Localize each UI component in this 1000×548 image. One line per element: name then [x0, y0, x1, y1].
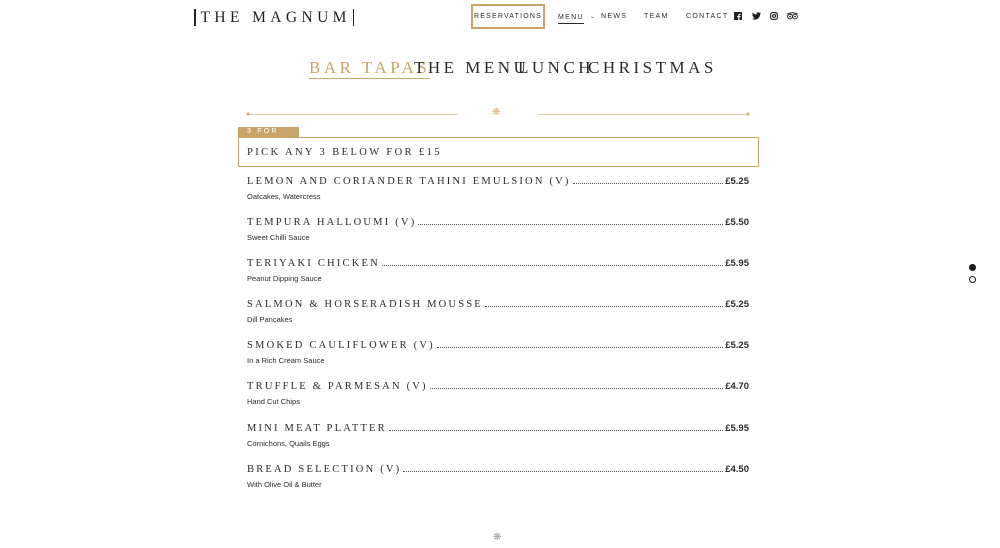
tab-bar-tapas[interactable]: BAR TAPAS	[309, 58, 431, 77]
section-heading-box	[238, 137, 759, 167]
item-description: Oatcakes, Watercress	[247, 192, 321, 201]
dot-leader	[403, 471, 723, 472]
item-description: Peanut Dipping Sauce	[247, 274, 322, 284]
item-name: TRUFFLE & PARMESAN (V)	[247, 381, 428, 393]
tripadvisor-icon[interactable]	[787, 11, 798, 21]
item-price: £5.50	[725, 217, 749, 229]
tab-christmas[interactable]: CHRISTMAS	[588, 58, 717, 77]
item-price: £5.25	[725, 299, 749, 311]
dot-leader	[485, 306, 723, 307]
divider-diamond-right	[746, 112, 750, 116]
menu-item	[247, 299, 749, 340]
ornamental-divider	[246, 107, 750, 120]
divider-line-left	[248, 114, 458, 115]
pager-dot-active[interactable]	[969, 264, 976, 271]
dot-leader	[573, 183, 724, 184]
item-description: With Olive Oil & Butter	[247, 479, 322, 489]
dot-leader	[389, 430, 723, 431]
item-name: LEMON AND CORIANDER TAHINI EMULSION (V)	[247, 176, 571, 187]
pager-dot[interactable]	[969, 276, 976, 283]
section-heading: PICK ANY 3 BELOW FOR £15	[247, 146, 442, 158]
dot-leader	[430, 388, 723, 389]
menu-item	[247, 423, 749, 464]
menu-item	[247, 176, 749, 217]
item-price: £4.70	[725, 381, 749, 393]
menu-item	[247, 381, 749, 422]
instagram-icon[interactable]	[769, 11, 778, 21]
divider-diamond-left	[246, 112, 250, 116]
dot-leader	[382, 265, 723, 266]
item-price: £5.95	[725, 422, 749, 434]
menu-item	[247, 340, 749, 381]
nav-news[interactable]: NEWS	[601, 13, 628, 20]
item-price: £5.95	[725, 258, 749, 270]
item-name: SALMON & HORSERADISH MOUSSE	[247, 299, 483, 311]
item-price: £4.50	[725, 463, 749, 475]
asterisk-ornament-icon: ❋	[493, 532, 502, 543]
menu-category-tabs	[0, 58, 1000, 82]
nav-menu[interactable]	[558, 13, 596, 22]
main-nav	[0, 0, 1000, 34]
nav-menu-label: MENU	[558, 14, 584, 24]
item-name: TEMPURA HALLOUMI (V)	[247, 217, 417, 229]
menu-item	[247, 217, 749, 258]
section-tag: 3 FOR £15	[238, 127, 299, 137]
item-name: TERIYAKI CHICKEN	[247, 258, 380, 270]
item-name: BREAD SELECTION (V)	[247, 463, 402, 475]
tab-lunch[interactable]: LUNCH	[518, 58, 595, 77]
menu-item	[247, 464, 749, 505]
item-price: £5.25	[725, 340, 749, 352]
nav-contact[interactable]: CONTACT	[686, 13, 729, 20]
tab-the-menu[interactable]: THE MENU	[414, 58, 530, 77]
item-description: Sweet Chilli Sauce	[247, 233, 310, 243]
reservations-button[interactable]: RESERVATIONS	[471, 4, 545, 29]
item-description: Cornichons, Quails Eggs	[247, 438, 330, 448]
menu-item	[247, 258, 749, 299]
item-description: Dill Pancakes	[247, 315, 293, 325]
item-description: Hand Cut Chips	[247, 397, 300, 407]
item-price: £5.25	[725, 176, 749, 187]
slide-pager	[969, 264, 977, 286]
dot-leader	[418, 224, 723, 225]
dot-leader	[437, 347, 723, 348]
nav-team[interactable]: TEAM	[644, 13, 669, 20]
asterisk-ornament-icon: ❋	[492, 107, 501, 118]
item-description: In a Rich Cream Sauce	[247, 356, 325, 366]
facebook-icon[interactable]	[733, 11, 742, 21]
menu-item-list	[247, 176, 749, 505]
item-name: SMOKED CAULIFLOWER (V)	[247, 340, 435, 352]
divider-line-right	[538, 114, 748, 115]
item-name: MINI MEAT PLATTER	[247, 422, 387, 434]
twitter-icon[interactable]	[751, 11, 761, 21]
logo-text: THE MAGNUM	[200, 8, 351, 26]
chevron-down-icon: ⌄	[589, 14, 597, 20]
